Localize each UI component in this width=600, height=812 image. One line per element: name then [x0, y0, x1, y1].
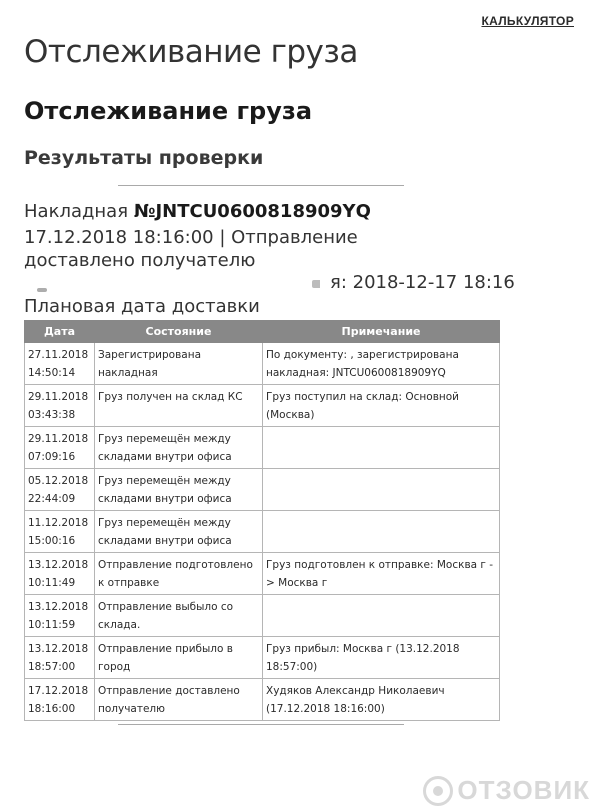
row-state: Груз перемещён между складами внутри офиса [95, 427, 263, 469]
table-row [25, 427, 500, 469]
row-state: Груз перемещён между складами внутри офиса [95, 469, 263, 511]
calculator-link[interactable]: КАЛЬКУЛЯТОР [481, 14, 574, 28]
row-state: Груз получен на склад КС [95, 385, 263, 427]
row-note [263, 511, 500, 553]
column-header-state: Состояние [95, 321, 263, 343]
otzovik-logo-icon [423, 776, 453, 806]
row-date: 27.11.2018 14:50:14 [25, 343, 95, 385]
row-date: 29.11.2018 03:43:38 [25, 385, 95, 427]
row-note [263, 427, 500, 469]
table-row [25, 343, 500, 385]
row-date: 13.12.2018 10:11:59 [25, 595, 95, 637]
divider-top [118, 185, 404, 186]
watermark-logo [423, 775, 590, 806]
row-note: Груз поступил на склад: Основной (Москва) [263, 385, 500, 427]
page-title: Отслеживание груза [24, 34, 358, 70]
row-note: Худяков Александр Николаевич (17.12.2018 18:16:00) [263, 679, 500, 721]
row-note: По документу: , зарегистрирована накладная: JNTCU0600818909YQ [263, 343, 500, 385]
row-date: 13.12.2018 10:11:49 [25, 553, 95, 595]
row-note: Груз прибыл: Москва г (13.12.2018 18:57:00) [263, 637, 500, 679]
row-state: Отправление выбыло со склада. [95, 595, 263, 637]
row-state: Зарегистрирована накладная [95, 343, 263, 385]
column-header-note: Примечание [263, 321, 500, 343]
waybill-number: №JNTCU0600818909YQ [133, 201, 371, 222]
table-row [25, 385, 500, 427]
shipment-status: 17.12.2018 18:16:00 | Отправление доставлено получателю [24, 227, 358, 271]
row-date: 11.12.2018 15:00:16 [25, 511, 95, 553]
table-row [25, 469, 500, 511]
waybill-label: Накладная [24, 201, 134, 222]
table-row [25, 553, 500, 595]
row-state: Отправление подготовлено к отправке [95, 553, 263, 595]
table-row [25, 637, 500, 679]
row-date: 05.12.2018 22:44:09 [25, 469, 95, 511]
row-date: 13.12.2018 18:57:00 [25, 637, 95, 679]
row-date: 17.12.2018 18:16:00 [25, 679, 95, 721]
row-note [263, 595, 500, 637]
redaction-mark [37, 288, 47, 292]
row-note [263, 469, 500, 511]
section-title: Отслеживание груза [24, 97, 313, 125]
row-state: Груз перемещён между складами внутри офиса [95, 511, 263, 553]
row-state: Отправление прибыло в город [95, 637, 263, 679]
row-date: 29.11.2018 07:09:16 [25, 427, 95, 469]
table-row [25, 595, 500, 637]
results-title: Результаты проверки [24, 147, 264, 169]
waybill-line [24, 201, 371, 222]
table-row [25, 511, 500, 553]
table-header-row [25, 321, 500, 343]
watermark-text: ОТЗОВИК [457, 775, 590, 805]
table-row [25, 679, 500, 721]
divider-bottom [118, 724, 404, 725]
planned-delivery-label: Плановая дата доставки [24, 296, 260, 317]
delivery-date-value: я: 2018-12-17 18:16 [320, 272, 515, 293]
row-state: Отправление доставлено получателю [95, 679, 263, 721]
row-note: Груз подготовлен к отправке: Москва г -> Москва г [263, 553, 500, 595]
tracking-table [24, 320, 500, 721]
column-header-date: Дата [25, 321, 95, 343]
